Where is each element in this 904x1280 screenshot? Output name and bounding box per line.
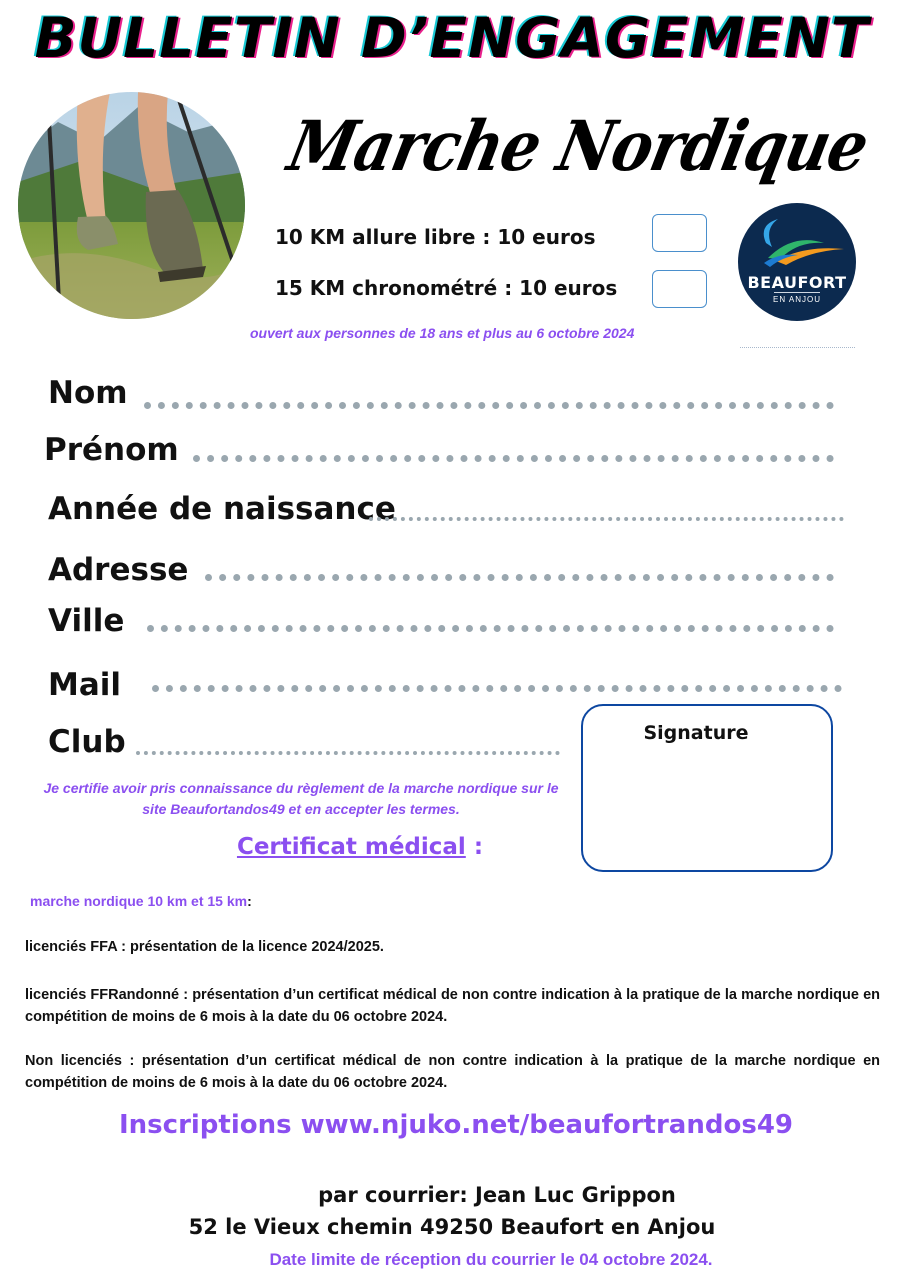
non-licencies-requirement: Non licenciés : présentation d’un certificat médical de non contre indication à la pratique de la marche nordique en compétition de moins de 6 mois à la date du 06 octobre 2024. bbox=[25, 1053, 880, 1091]
beaufort-logo bbox=[738, 203, 856, 321]
walker-legs-illustration bbox=[18, 92, 245, 319]
ville-field[interactable] bbox=[147, 625, 834, 632]
certificate-title: Certificat médical bbox=[236, 834, 466, 860]
ffa-requirement: licenciés FFA : présentation de la licence 2024/2025. bbox=[25, 939, 384, 955]
prenom-field[interactable] bbox=[193, 455, 834, 462]
signature-label: Signature bbox=[643, 722, 749, 744]
certificate-subtitle-text: marche nordique 10 km et 15 km bbox=[30, 893, 248, 909]
nom-label: Nom bbox=[48, 375, 128, 411]
prenom-label: Prénom bbox=[44, 432, 179, 468]
option-15km-checkbox[interactable] bbox=[652, 270, 707, 308]
mail-field[interactable] bbox=[152, 685, 842, 692]
annee-naissance-field[interactable] bbox=[369, 517, 844, 521]
certify-statement: Je certifie avoir pris connaissance du règlement de la marche nordique sur le site Beaufortandos49 et en accepter les termes. bbox=[43, 780, 559, 817]
certificate-subtitle bbox=[30, 893, 252, 909]
club-label: Club bbox=[48, 724, 126, 760]
adresse-label: Adresse bbox=[48, 552, 189, 588]
certificate-subtitle-suffix: : bbox=[247, 893, 252, 909]
certificate-title-suffix: : bbox=[465, 834, 484, 860]
nordic-walking-photo bbox=[18, 92, 245, 319]
option-15km-label: 15 KM chronométré : 10 euros bbox=[275, 276, 618, 300]
option-10km-checkbox[interactable] bbox=[652, 214, 707, 252]
inscriptions-link[interactable]: Inscriptions www.njuko.net/beaufortrandos49 bbox=[119, 1110, 793, 1140]
ffrandonnee-requirement: licenciés FFRandonné : présentation d’un certificat médical de non contre indication à la pratique de la marche nordique en compétition de moins de 6 mois à la date du 06 octobre 2024. bbox=[25, 987, 880, 1025]
postal-address: 52 le Vieux chemin 49250 Beaufort en Anjou bbox=[188, 1215, 716, 1239]
ville-label: Ville bbox=[48, 603, 125, 639]
club-field[interactable] bbox=[136, 751, 560, 755]
logo-name: BEAUFORT bbox=[747, 273, 847, 292]
annee-naissance-label: Année de naissance bbox=[48, 491, 396, 527]
courrier-contact: par courrier: Jean Luc Grippon bbox=[318, 1183, 676, 1207]
page-title: BULLETIN D’ENGAGEMENT bbox=[34, 6, 870, 70]
divider bbox=[740, 347, 855, 348]
logo-divider bbox=[774, 292, 820, 293]
deadline-note: Date limite de réception du courrier le 04 octobre 2024. bbox=[269, 1250, 713, 1269]
event-name: Marche Nordique bbox=[281, 106, 875, 188]
option-10km-label: 10 KM allure libre : 10 euros bbox=[275, 225, 596, 249]
signature-box[interactable] bbox=[581, 704, 833, 872]
logo-subtitle: EN ANJOU bbox=[772, 295, 821, 304]
age-note: ouvert aux personnes de 18 ans et plus au 6 octobre 2024 bbox=[250, 325, 635, 341]
adresse-field[interactable] bbox=[205, 574, 834, 581]
nom-field[interactable] bbox=[144, 402, 834, 409]
mail-label: Mail bbox=[48, 667, 122, 703]
certificate-heading bbox=[200, 834, 520, 860]
